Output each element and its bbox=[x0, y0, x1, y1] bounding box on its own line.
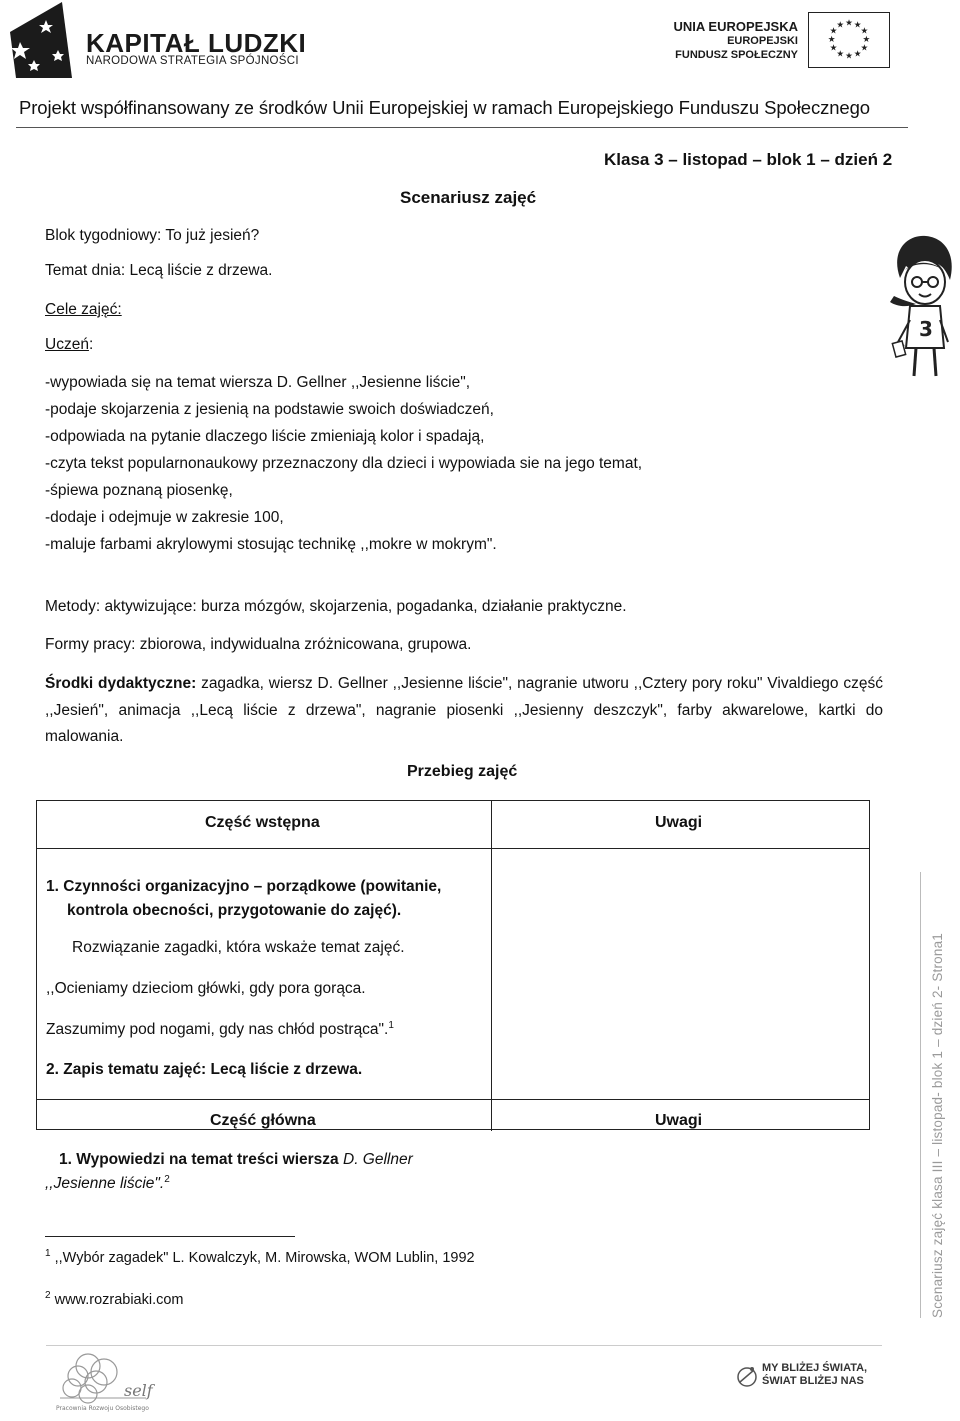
objective-item: -śpiewa poznaną piosenkę, bbox=[45, 482, 233, 499]
footnote-1-number: 1 bbox=[45, 1248, 51, 1259]
goals-label: Cele zajęć: bbox=[45, 301, 122, 318]
eu-line-1: UNIA EUROPEJSKA bbox=[673, 19, 798, 34]
objective-item: -czyta tekst popularnonaukowy przeznaczony dla dzieci i wypowiada sie na jego temat, bbox=[45, 455, 643, 472]
footer-slogan bbox=[736, 1362, 882, 1402]
main-section-header: Część główna bbox=[210, 1112, 316, 1129]
objective-item: -dodaje i odejmuje w zakresie 100, bbox=[45, 509, 284, 526]
footnote-2-text: www.rozrabiaki.com bbox=[54, 1291, 184, 1308]
svg-text:★: ★ bbox=[836, 20, 845, 31]
mascot-number: 3 bbox=[919, 317, 933, 341]
table-row-divider bbox=[37, 848, 869, 849]
footer-slogan-line-2: ŚWIAT BLIŻEJ NAS bbox=[762, 1375, 864, 1387]
student-label: Uczeń bbox=[45, 336, 89, 353]
mascot-girl-icon bbox=[888, 230, 958, 380]
topic-value: Lecą liście z drzewa. bbox=[125, 262, 273, 279]
self-logo-caption: Pracownia Rozwoju Osobistego bbox=[56, 1405, 149, 1412]
kapital-ludzki-logo-icon bbox=[10, 2, 72, 78]
forms-value: : zbiorowa, indywidualna zróżnicowana, grupowa. bbox=[131, 636, 472, 653]
vertical-page-label: Scenariusz zajęć klasa III – listopad- blok 1 – dzień 2- Strona1 bbox=[930, 933, 945, 1318]
logo-title: KAPITAŁ LUDZKI bbox=[86, 28, 307, 58]
footnote-ref-1: 1 bbox=[388, 1020, 394, 1031]
table-row-divider bbox=[37, 1099, 869, 1100]
footer-divider bbox=[46, 1345, 882, 1346]
topic-line bbox=[45, 262, 272, 280]
footnote-divider bbox=[45, 1236, 295, 1237]
objective-item: -odpowiada na pytanie dlaczego liście zmieniają kolor i spadają, bbox=[45, 428, 485, 445]
footnote-1-text: ,,Wybór zagadek" L. Kowalczyk, M. Mirowska, WOM Lublin, 1992 bbox=[54, 1249, 475, 1266]
main-item-1-line-2 bbox=[45, 1174, 170, 1193]
footer-slogan-text bbox=[762, 1362, 867, 1388]
svg-text:★: ★ bbox=[827, 34, 836, 45]
student-colon: : bbox=[88, 336, 94, 353]
main-item-1-title: ,,Jesienne liście". bbox=[45, 1175, 165, 1193]
weekly-block-line bbox=[45, 227, 259, 245]
objective-item: -wypowiada się na temat wiersza D. Gellner ,,Jesienne liście", bbox=[45, 374, 471, 391]
class-info: Klasa 3 – listopad – blok 1 – dzień 2 bbox=[604, 150, 893, 169]
eu-line-3: FUNDUSZ SPOŁECZNY bbox=[675, 49, 798, 61]
svg-text:★: ★ bbox=[862, 34, 871, 45]
self-logo-text: self bbox=[124, 1381, 153, 1400]
eu-flag-icon bbox=[808, 12, 890, 68]
svg-text:★: ★ bbox=[860, 43, 869, 54]
table-column-divider bbox=[491, 801, 492, 1131]
riddle-line-2-text: Zaszumimy pod nogami, gdy nas chłód postrąca". bbox=[46, 1021, 389, 1039]
forms-line bbox=[45, 636, 471, 654]
scenario-title: Scenariusz zajęć bbox=[400, 188, 537, 207]
forms-label: Formy pracy bbox=[45, 636, 132, 653]
topic-label: Temat dnia: bbox=[45, 262, 126, 279]
student-line bbox=[45, 336, 93, 354]
objective-item: -maluje farbami akrylowymi stosując technikę ,,mokre w mokrym". bbox=[45, 536, 497, 553]
main-item-1-author: D. Gellner bbox=[338, 1151, 413, 1168]
eu-line-2: EUROPEJSKI bbox=[727, 35, 798, 47]
lesson-plan-table bbox=[36, 800, 870, 1130]
eu-text-block bbox=[650, 20, 798, 62]
teaching-means-label: Środki dydaktyczne: bbox=[45, 675, 197, 692]
svg-text:★: ★ bbox=[829, 26, 838, 37]
svg-text:★: ★ bbox=[853, 49, 862, 60]
notes-header: Uwagi bbox=[655, 814, 703, 831]
svg-text:★: ★ bbox=[860, 26, 869, 37]
footnote-2 bbox=[45, 1290, 184, 1308]
page-header bbox=[0, 0, 960, 130]
intro-item-1 bbox=[46, 875, 486, 923]
svg-text:★: ★ bbox=[845, 18, 853, 29]
svg-text:★: ★ bbox=[845, 51, 853, 62]
svg-text:★: ★ bbox=[829, 43, 838, 54]
intro-item-1-line-2: kontrola obecności, przygotowanie do zajęć). bbox=[67, 902, 402, 919]
notes-header-2: Uwagi bbox=[655, 1112, 703, 1129]
methods-value: : aktywizujące: burza mózgów, skojarzenia, pogadanka, działanie praktyczne. bbox=[95, 598, 627, 615]
riddle-line-2 bbox=[46, 1020, 394, 1039]
main-item-1-line-1 bbox=[59, 1151, 413, 1169]
intro-section-header: Część wstępna bbox=[205, 814, 320, 831]
riddle-intro: Rozwiązanie zagadki, która wskaże temat zajęć. bbox=[72, 939, 405, 956]
weekly-block-value: : To już jesień? bbox=[157, 227, 260, 244]
footnote-ref-2: 2 bbox=[164, 1174, 170, 1185]
logo-subtitle: NARODOWA STRATEGIA SPÓJNOŚCI bbox=[86, 55, 299, 67]
self-logo-icon bbox=[46, 1350, 166, 1416]
intro-item-1-line-1: Czynności organizacyjno – porządkowe (powitanie, bbox=[63, 878, 442, 895]
main-item-1-label: 1. Wypowiedzi na temat treści wiersza bbox=[59, 1151, 339, 1168]
methods-label: Metody bbox=[45, 598, 96, 615]
svg-text:★: ★ bbox=[836, 49, 845, 60]
teaching-means-paragraph bbox=[45, 671, 883, 751]
lesson-plan-title: Przebieg zajęć bbox=[407, 763, 518, 780]
svg-text:★: ★ bbox=[853, 20, 862, 31]
teaching-means-value: zagadka, wiersz D. Gellner ,,Jesienne liście", nagranie utworu ,,Cztery pory roku" Vivaldiego część ,,Jesień", animacja ,,Lecą liście z drzewa", nagranie piosenki ,,Jesienny deszczyk", farby akwarelowe, kartki do malowania. bbox=[45, 675, 883, 745]
weekly-block-label: Blok tygodniowy bbox=[45, 227, 158, 244]
project-cofinancing-line: Projekt współfinansowany ze środków Unii Europejskiej w ramach Europejskiego Funduszu Społecznego bbox=[19, 97, 870, 118]
header-divider bbox=[16, 127, 908, 128]
sidebar-divider bbox=[920, 872, 921, 1318]
footnote-2-number: 2 bbox=[45, 1290, 51, 1301]
objective-item: -podaje skojarzenia z jesienią na podstawie swoich doświadczeń, bbox=[45, 401, 494, 418]
globe-person-icon bbox=[736, 1364, 758, 1390]
intro-item-2: 2. Zapis tematu zajęć: Lecą liście z drzewa. bbox=[46, 1061, 363, 1078]
intro-item-1-number: 1. bbox=[46, 878, 59, 895]
footnote-1 bbox=[45, 1248, 475, 1266]
riddle-line-1: ,,Ocieniamy dzieciom główki, gdy pora gorąca. bbox=[46, 980, 366, 997]
methods-line bbox=[45, 598, 627, 616]
footer-slogan-line-1: MY BLIŻEJ ŚWIATA, bbox=[762, 1362, 868, 1374]
